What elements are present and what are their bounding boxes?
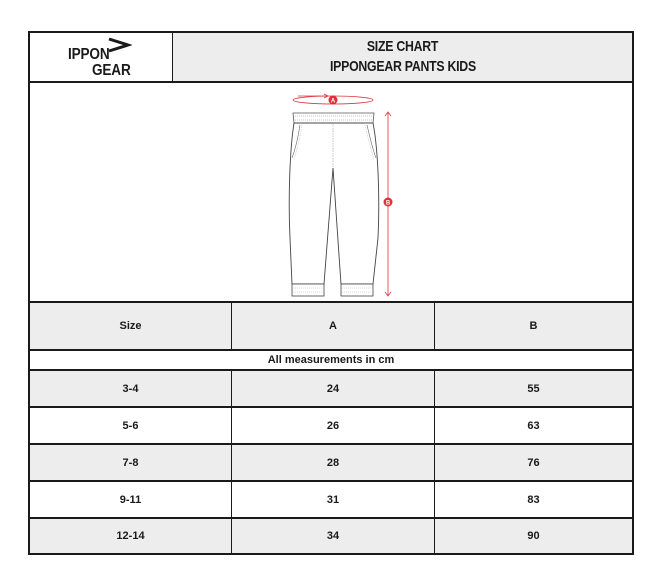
product-diagram [30, 83, 632, 303]
marker-b-label: B [385, 200, 391, 207]
b-cell: 83 [527, 493, 540, 506]
title-block [173, 33, 632, 81]
size-cell: 3-4 [30, 371, 232, 406]
a-cell: 34 [232, 519, 435, 553]
header-b: B [529, 320, 538, 332]
table-row [30, 408, 632, 445]
table-row [30, 482, 632, 519]
chart-header [30, 33, 632, 83]
a-cell: 28 [232, 445, 435, 480]
header-a: A [232, 303, 435, 349]
a-cell: 31 [232, 482, 435, 517]
size-cell: 9-11 [30, 482, 232, 517]
units-note: All measurements in cm [267, 354, 395, 366]
logo-text-line2: GEAR [92, 62, 131, 79]
marker-b [384, 198, 393, 207]
a-cell: 24 [232, 371, 435, 406]
table-row [30, 371, 632, 408]
b-cell: 55 [527, 382, 540, 395]
header-size: Size [30, 303, 232, 349]
product-title: IPPONGEAR PANTS KIDS [329, 58, 476, 75]
a-cell: 26 [232, 408, 435, 443]
size-chart [28, 31, 634, 555]
table-row [30, 519, 632, 553]
b-cell: 63 [527, 419, 540, 432]
size-cell: 5-6 [30, 408, 232, 443]
table-row [30, 445, 632, 482]
units-note-row [30, 351, 632, 371]
b-cell: 76 [527, 456, 540, 469]
chevron-right-icon [106, 37, 132, 55]
brand-logo [30, 33, 173, 81]
size-cell: 7-8 [30, 445, 232, 480]
size-cell: 12-14 [30, 519, 232, 553]
marker-a-label: A [330, 98, 336, 105]
logo-text-line1: IPPON [68, 46, 110, 63]
b-cell: 90 [527, 530, 540, 542]
chart-title: SIZE CHART [366, 38, 439, 55]
table-header-row [30, 303, 632, 351]
pants-illustration [280, 88, 400, 300]
marker-a [329, 96, 338, 105]
